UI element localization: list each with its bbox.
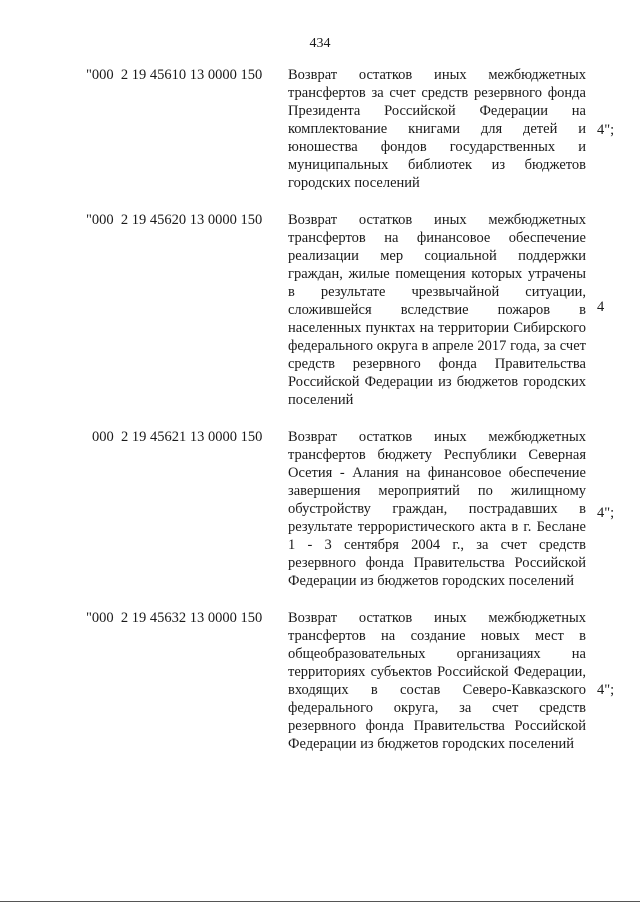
level-cell: 4: [597, 299, 605, 315]
level-cell: 4";: [597, 505, 615, 521]
description-cell: Возврат остатков иных межбюджетных трансфертов на финансовое обеспечение реализации мер социальной поддержки граждан, жилые помещения которых утрачены в результате чрезвычайной ситуации, сложившейся вследствие пожаров в населенных пунктах на территории Сибирского федерального округа в апреле 2017 года, за счет средств резервного фонда Правительства Российской Федерации из бюджетов городских поселений: [288, 212, 586, 408]
description-cell: Возврат остатков иных межбюджетных трансфертов за счет средств резервного фонда Президента Российской Федерации на комплектование книгами для детей и юношества фондов государственных и муниципальных библиотек из бюджетов городских поселений: [288, 67, 586, 191]
budget-code: 2 19 45620 13 0000 150: [120, 212, 263, 228]
table-row: [0, 609, 640, 753]
level-cell: 4";: [597, 682, 615, 698]
page-bottom-border: [0, 901, 640, 902]
code-cell: [86, 609, 262, 627]
code-prefix: "000: [86, 212, 114, 228]
budget-code-table: [0, 66, 640, 772]
budget-code: 2 19 45621 13 0000 150: [121, 429, 263, 445]
table-row: [0, 66, 640, 192]
table-row: [0, 211, 640, 409]
code-prefix: "000: [86, 67, 114, 83]
budget-code: 2 19 45632 13 0000 150: [120, 610, 263, 626]
budget-code: 2 19 45610 13 0000 150: [120, 67, 263, 83]
code-cell: [86, 66, 262, 84]
code-cell: [86, 211, 262, 229]
level-cell: 4";: [597, 122, 615, 138]
description-cell: Возврат остатков иных межбюджетных трансфертов бюджету Республики Северная Осетия - Алания на финансовое обеспечение завершения мероприятий по жилищному обустройству граждан, пострадавших в результате террористического акта в г. Беслане 1 - 3 сентября 2004 г., за счет средств резервного фонда Правительства Российской Федерации из бюджетов городских поселений: [288, 429, 586, 589]
page-number: 434: [309, 36, 331, 51]
code-prefix: 000: [92, 429, 114, 445]
table-row: [0, 428, 640, 590]
description-cell: Возврат остатков иных межбюджетных трансфертов на создание новых мест в общеобразовательных организациях на территориях субъектов Российской Федерации, входящих в состав Северо-Кавказского федерального округа, за счет средств резервного фонда Правительства Российской Федерации из бюджетов городских поселений: [288, 610, 586, 752]
code-prefix: "000: [86, 610, 114, 626]
code-cell: [92, 428, 262, 446]
